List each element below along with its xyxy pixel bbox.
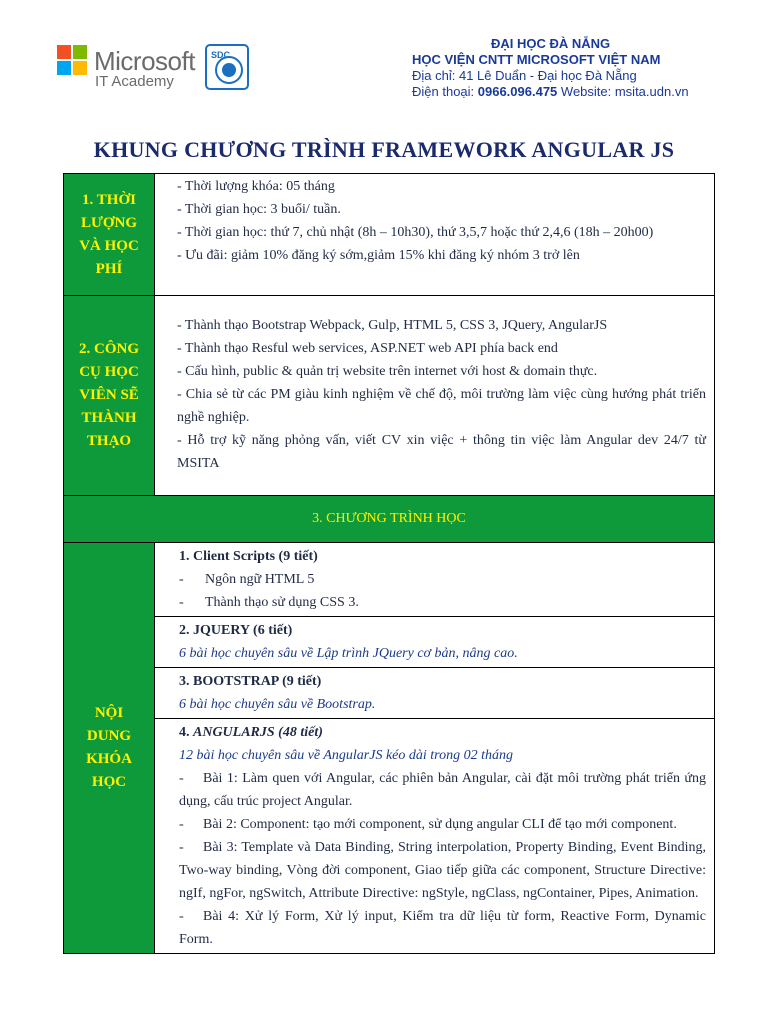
table-row bbox=[64, 496, 715, 543]
module-bootstrap: 3. BOOTSTRAP (9 tiết) 6 bài học chuyên sâu về Bootstrap. bbox=[155, 668, 714, 719]
list-item: - Bài 2: Component: tạo mới component, sử dụng angular CLI để tạo mới component. bbox=[179, 817, 677, 832]
list-item: - Bài 1: Làm quen với Angular, các phiên bản Angular, cài đặt môi trường phát triển ứng dụng, cấu trúc project Angular. bbox=[179, 771, 706, 809]
course-content bbox=[155, 543, 715, 954]
module-angularjs: 4. ANGULARJS (48 tiết) 12 bài học chuyên sâu về AngularJS kéo dài trong 02 tháng - Bài 1: Làm quen với Angular, các phiên bản Angular, cài đặt môi trường phát triển ứng dụng, cấu trúc project Angular. - Bài 2: Component: tạo mới component, sử dụng angular CLI để tạo mới component. - Bài 3: Template và Data Binding, String interpolation, Property Binding, Event Binding, Two-way binding, Vòng đời component, Giao tiếp giữa các component, Structure Directive: ngIf, ngFor, ngSwitch, Attribute Directive: ngStyle, ngClass, ngContainer, Pipes, Animation. - Bài 4: Xử lý Form, Xử lý input, Kiểm tra dữ liệu từ form, Reactive Form, Dynamic Form. bbox=[155, 719, 714, 953]
table-row bbox=[64, 296, 715, 496]
list-item: - Ngôn ngữ HTML 5 bbox=[179, 572, 315, 587]
section-label-duration: 1. THỜI LƯỢNG VÀ HỌC PHÍ bbox=[64, 174, 155, 296]
university-name: ĐẠI HỌC ĐÀ NẴNG bbox=[491, 36, 611, 51]
institute-name: HỌC VIỆN CNTT MICROSOFT VIỆT NAM bbox=[412, 52, 661, 67]
page-title: KHUNG CHƯƠNG TRÌNH FRAMEWORK ANGULAR JS bbox=[93, 137, 675, 162]
module-jquery: 2. JQUERY (6 tiết) 6 bài học chuyên sâu về Lập trình JQuery cơ bản, nâng cao. bbox=[155, 617, 714, 668]
list-item: - Bài 3: Template và Data Binding, String interpolation, Property Binding, Event Binding, Two-way binding, Vòng đời component, Giao tiếp giữa các component, Structure Directive: ngIf, ngFor, ngSwitch, Attribute Directive: ngStyle, ngClass, ngContainer, Pipes, Animation. bbox=[179, 840, 706, 901]
seal-text: SDC bbox=[211, 50, 231, 60]
module-client-scripts: 1. Client Scripts (9 tiết) - Ngôn ngữ HTML 5 - Thành thạo sử dụng CSS 3. bbox=[155, 543, 714, 617]
microsoft-logo-icon bbox=[57, 45, 87, 75]
brand-name: Microsoft bbox=[94, 46, 195, 76]
section-label-tools: 2. CÔNG CỤ HỌC VIÊN SẼ THÀNH THẠO bbox=[64, 296, 155, 496]
duration-details: - Thời lượng khóa: 05 tháng - Thời gian học: 3 buổi/ tuần. - Thời gian học: thứ 7, chủ nhật (8h – 10h30), thứ 3,5,7 hoặc thứ 2,4,6 (18h – 20h00) - Ưu đãi: giảm 10% đăng ký sớm,giảm 15% khi đăng ký nhóm 3 trở lên bbox=[155, 174, 715, 296]
contact-block bbox=[412, 36, 732, 100]
tools-details: - Thành thạo Bootstrap Webpack, Gulp, HTML 5, CSS 3, JQuery, AngularJS - Thành thạo Resful web services, ASP.NET web API phía back end - Cấu hình, public & quản trị website trên internet với host & domain thực. - Chia sẻ từ các PM giàu kinh nghiệm về chế độ, môi trường làm việc cùng hướng phát triển nghề nghiệp. - Hỗ trợ kỹ năng phỏng vấn, viết CV xin việc + thông tin việc làm Angular dev 24/7 từ MSITA bbox=[155, 296, 715, 496]
brand-sub: IT Academy bbox=[95, 73, 174, 90]
address: Địa chỉ: 41 Lê Duẩn - Đại học Đà Nẵng bbox=[412, 68, 637, 83]
phone-number: 0966.096.475 bbox=[477, 84, 558, 99]
table-row bbox=[64, 174, 715, 296]
sdc-seal-icon bbox=[205, 44, 249, 90]
list-item: - Thành thạo sử dụng CSS 3. bbox=[179, 595, 359, 610]
phone-line: Điện thoại: 0966.096.475 Website: msita.udn.vn bbox=[412, 84, 689, 99]
program-band: 3. CHƯƠNG TRÌNH HỌC bbox=[64, 496, 715, 543]
website: Website: msita.udn.vn bbox=[557, 84, 689, 99]
page-header bbox=[0, 0, 768, 130]
list-item: - Bài 4: Xử lý Form, Xử lý input, Kiểm tra dữ liệu từ form, Reactive Form, Dynamic Form. bbox=[179, 909, 706, 947]
curriculum-table bbox=[63, 173, 715, 954]
brand-text bbox=[94, 48, 195, 90]
section-label-content: NỘI DUNG KHÓA HỌC bbox=[64, 543, 155, 954]
table-row bbox=[64, 543, 715, 954]
